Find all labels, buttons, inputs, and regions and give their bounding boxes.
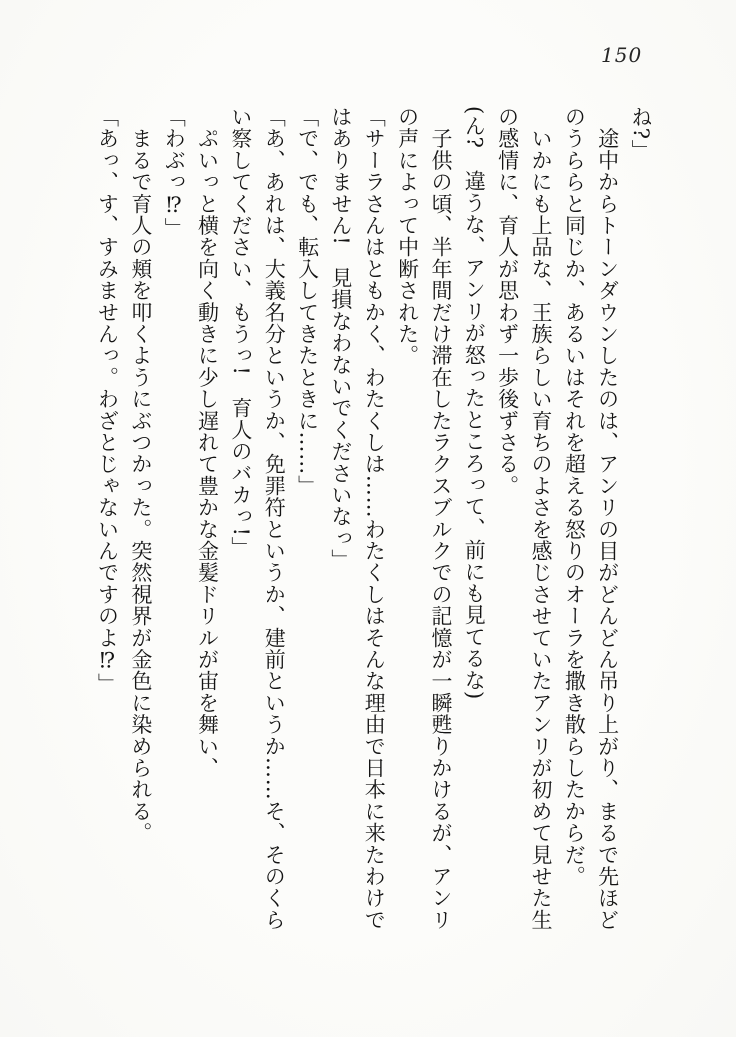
text-line: 「あ、あれは、大義名分というか、免罪符というか、建前というか……そ、そのくら: [262, 106, 287, 931]
text-line: はありません! 見損なわないでくださいなっ」: [328, 106, 353, 571]
text-line: 子供の頃、半年間だけ滞在したラクスブルクでの記憶が一瞬甦りかけるが、アンリ: [428, 106, 453, 931]
page-number: 150: [601, 43, 643, 67]
text-line: ぷいっと横を向く動きに少し遅れて豊かな金髪ドリルが宙を舞い、: [195, 106, 220, 779]
text-line: いかにも上品な、王族らしい育ちのよさを感じさせていたアンリが初めて見せた生: [528, 106, 553, 931]
text-line: まるで育人の頬を叩くようにぶつかった。突然視界が金色に染められる。: [128, 106, 153, 844]
text-line: 途中からトーンダウンしたのは、アンリの目がどんどん吊り上がり、まるで先ほど: [595, 106, 620, 931]
text-line: ね?」: [629, 106, 653, 162]
text-line: の感情に、育人が思わず一歩後ずさる。: [495, 106, 520, 497]
text-line: (ん? 違うな、アンリが怒ったところって、前にも見てるな): [462, 106, 487, 700]
text-line: のうららと同じか、あるいはそれを超える怒りのオーラを撒き散らしたからだ。: [562, 106, 587, 888]
text-line: の声によって中断された。: [395, 106, 420, 367]
text-line: 「で、でも、転入してきたときに……」: [295, 106, 320, 497]
text-line: 「わぶっ⁉」: [162, 106, 187, 240]
text-line: い察してください、もうっ! 育人のバカっ!」: [228, 106, 253, 559]
vertical-text-block: [90, 106, 657, 934]
text-line: 「あっ、す、すみませんっ。わざとじゃないんですのよ⁉」: [95, 106, 120, 695]
text-line: 「サーラさんはともかく、わたくしは……わたくしはそんな理由で日本に来たわけで: [362, 106, 387, 931]
